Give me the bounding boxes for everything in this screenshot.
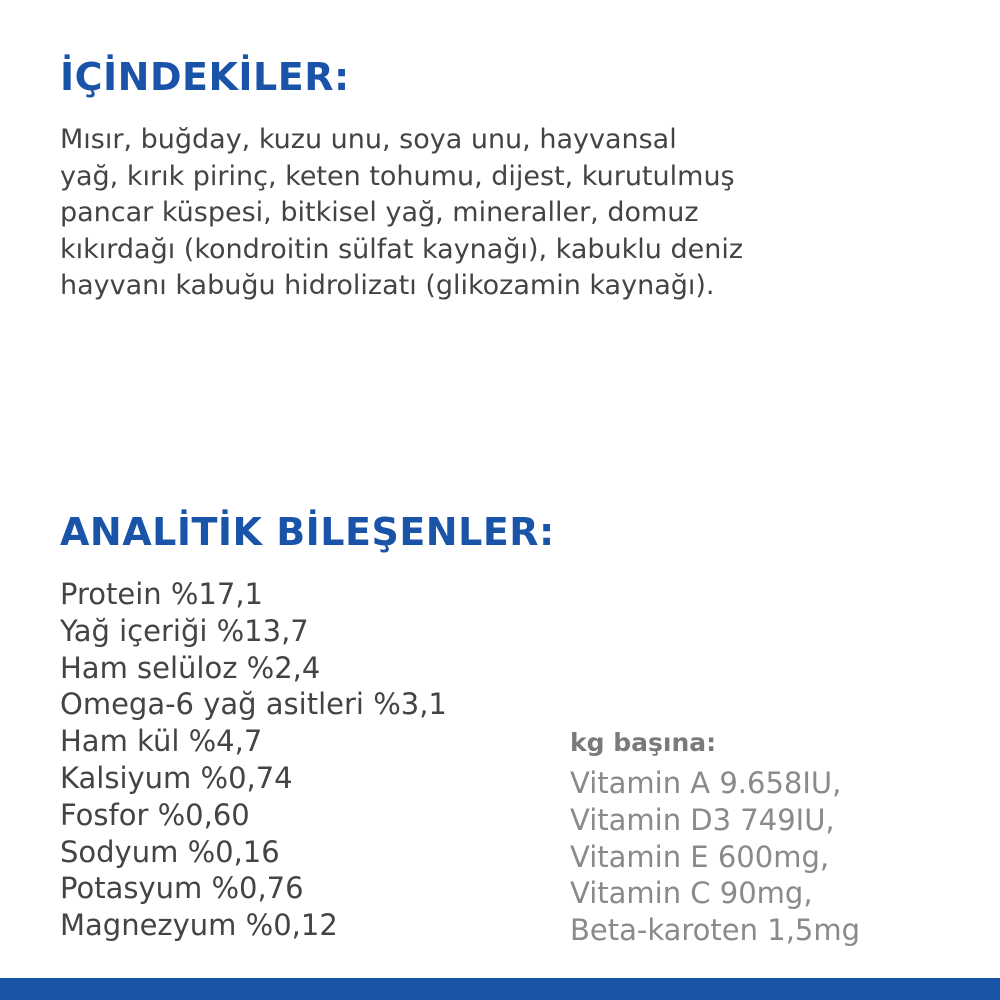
analytic-item: Fosfor %0,60 bbox=[60, 797, 250, 832]
analytic-item: Ham kül %4,7 bbox=[60, 724, 263, 759]
per-kg-title: kg başına: bbox=[570, 728, 717, 757]
ingredients-heading: İÇİNDEKİLER: bbox=[60, 55, 350, 99]
vitamin-item: Vitamin A 9.658IU, bbox=[570, 766, 842, 800]
ingredients-line: kıkırdağı (kondroitin sülfat kaynağı), kabuklu deniz bbox=[60, 233, 744, 265]
analytic-item: Potasyum %0,76 bbox=[60, 871, 304, 906]
ingredients-line: pancar küspesi, bitkisel yağ, mineraller, domuz bbox=[60, 197, 699, 228]
analytic-item: Kalsiyum %0,74 bbox=[60, 760, 293, 795]
vitamin-item: Vitamin C 90mg, bbox=[570, 876, 813, 911]
analytic-item: Omega-6 yağ asitleri %3,1 bbox=[60, 687, 447, 722]
ingredients-text bbox=[60, 122, 960, 305]
analytic-constituents-heading: ANALİTİK BİLEŞENLER: bbox=[60, 510, 555, 554]
analytic-item: Yağ içeriği %13,7 bbox=[60, 613, 309, 648]
analytic-item: Sodyum %0,16 bbox=[60, 834, 280, 869]
ingredients-line: Mısır, buğday, kuzu unu, soya unu, hayvansal bbox=[60, 124, 677, 155]
vitamin-list bbox=[570, 765, 860, 949]
bottom-accent-bar bbox=[0, 978, 1000, 1000]
vitamin-item: Vitamin D3 749IU, bbox=[570, 802, 835, 837]
analytic-item: Magnezyum %0,12 bbox=[60, 908, 338, 943]
vitamin-item: Beta-karoten 1,5mg bbox=[570, 913, 861, 948]
analytic-item: Ham selüloz %2,4 bbox=[60, 650, 321, 685]
per-kg-section bbox=[570, 727, 860, 949]
analytic-constituents-list bbox=[60, 576, 447, 944]
ingredients-line: hayvanı kabuğu hidrolizatı (glikozamin kaynağı). bbox=[60, 270, 715, 301]
ingredients-line: yağ, kırık pirinç, keten tohumu, dijest, kurutulmuş bbox=[60, 160, 735, 192]
analytic-item: Protein %17,1 bbox=[60, 577, 263, 611]
vitamin-item: Vitamin E 600mg, bbox=[570, 839, 830, 874]
